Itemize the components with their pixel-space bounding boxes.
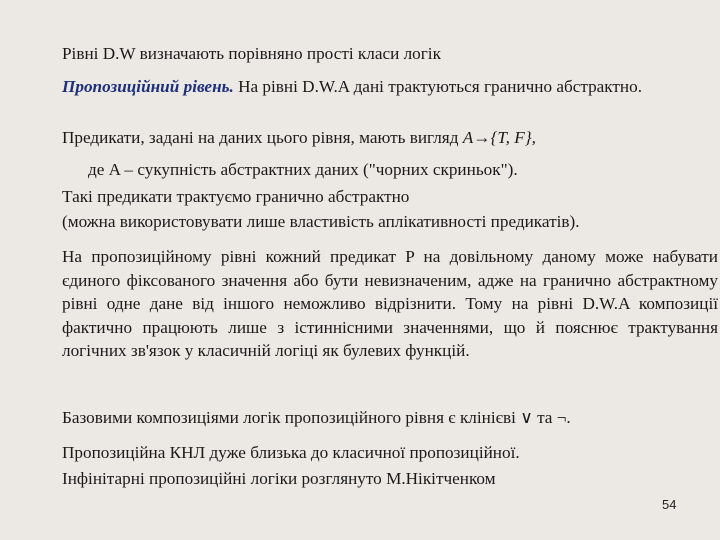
abstract-data-line: де A – сукупність абстрактних даних ("чорних скриньок"). <box>88 160 518 179</box>
page-number: 54 <box>662 497 677 512</box>
abstract-treatment-line: Такі предикати трактуємо гранично абстрактно <box>62 187 410 206</box>
base-compositions-line: Базовими композиціями логік пропозиційного рівня є клінієві ∨ та ¬. <box>62 408 571 427</box>
truth-values-paragraph: На пропозиційному рівні кожний предикат P на довільному даному може набувати єдиного фіксованого значення або бути невизначеним, адже на гранично абстрактному рівні одне дане від іншого неможливо відрізнити. Тому на рівні D.W.A композиції фактично працюють лише з істиннісними значеннями, що й пояснює трактування логічних зв'язок у класичній логіці як булевих функцій. <box>62 247 718 360</box>
predicates-text: Предикати, задані на даних цього рівня, мають вигляд <box>62 128 463 147</box>
propositional-level-heading: Пропозиційний рівень. <box>62 77 234 96</box>
predicates-line <box>32 126 718 150</box>
infinitary-logics-line: Інфінітарні пропозиційні логіки розглянуто М.Нікітченком <box>62 469 496 488</box>
applicativity-line: (можна використовувати лише властивість аплікативності предикатів). <box>62 212 580 231</box>
predicate-formula: A→{T, F}, <box>462 128 536 147</box>
propositional-level-paragraph <box>32 75 718 99</box>
propositional-level-text: На рівні D.W.A дані трактуються гранично абстрактно. <box>233 77 643 96</box>
knl-line: Пропозиційна КНЛ дуже близька до класичної пропозиційної. <box>62 443 520 462</box>
intro-line: Рівні D.W визначають порівняно прості класи логік <box>62 44 441 63</box>
